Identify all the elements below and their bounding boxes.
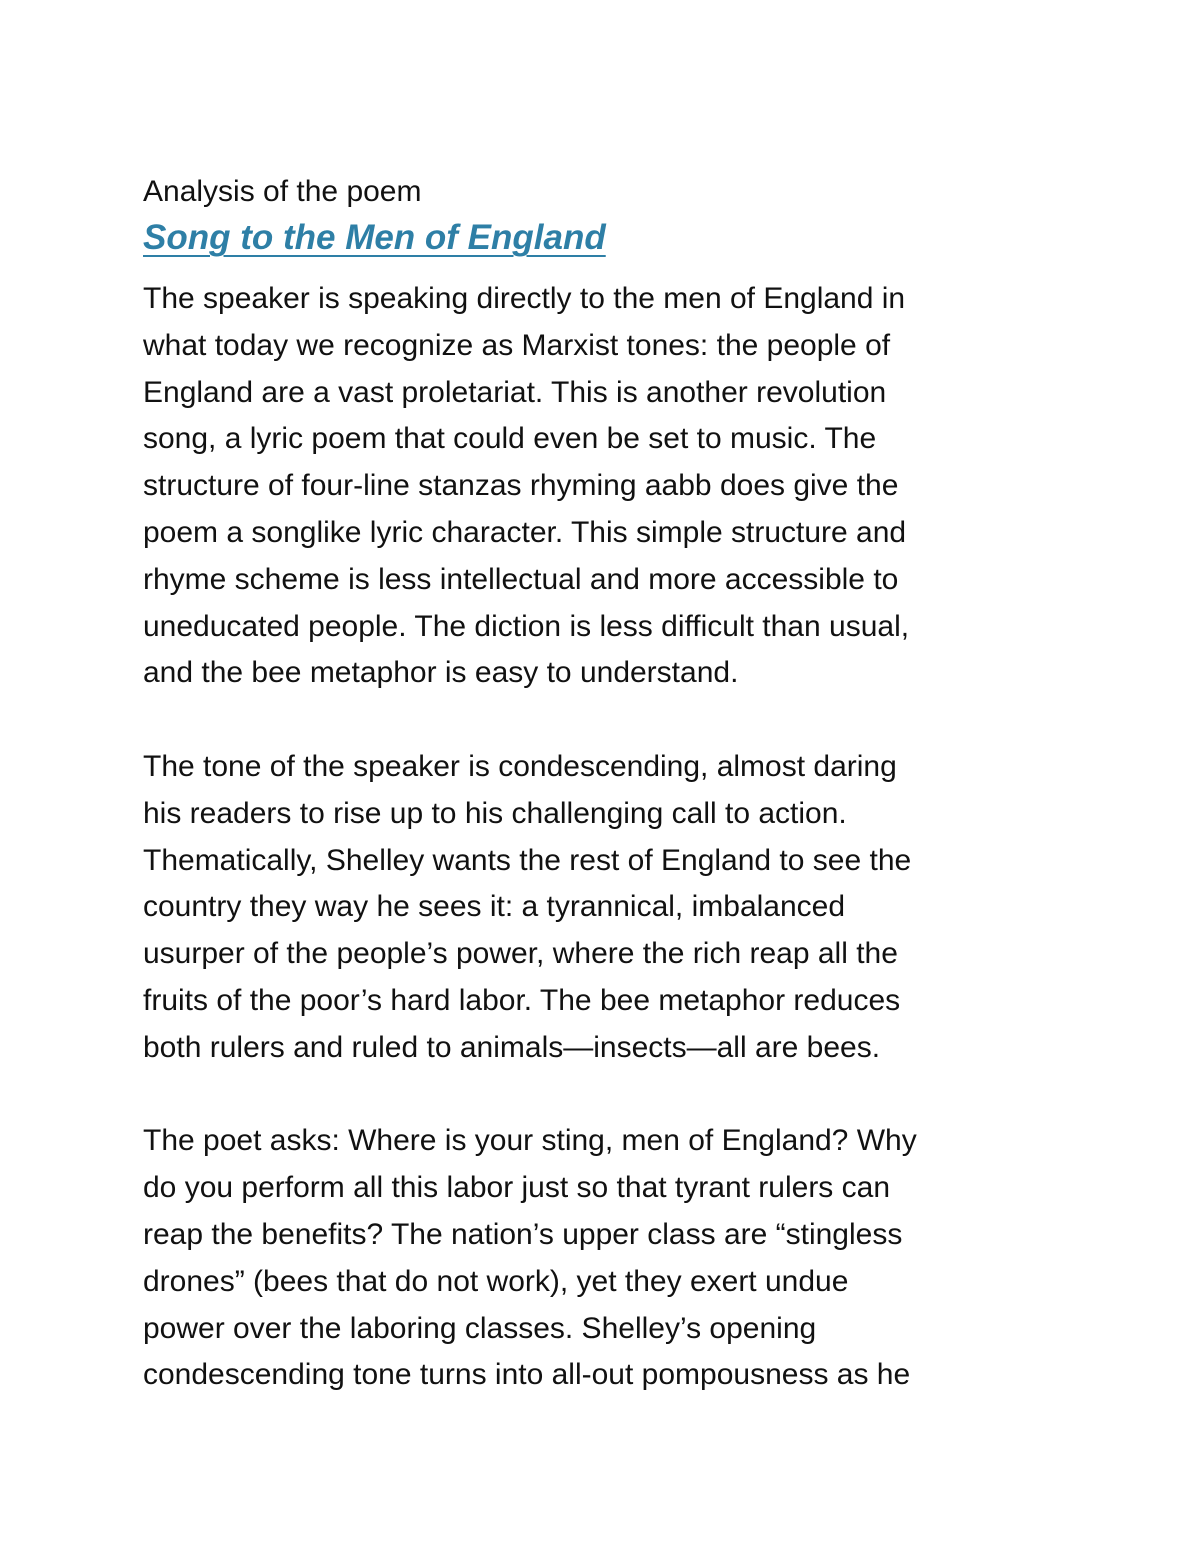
paragraph-line: Thematically, Shelley wants the rest of England to see the	[143, 843, 912, 877]
paragraph-line: The poet asks: Where is your sting, men of England? Why	[143, 1124, 917, 1158]
paragraph-line: song, a lyric poem that could even be set to music. The	[143, 422, 877, 456]
paragraph-line: The speaker is speaking directly to the men of England in	[143, 282, 906, 315]
paragraph-line: structure of four-line stanzas rhyming aabb does give the	[143, 469, 899, 503]
paragraph-line: drones” (bees that do not work), yet they exert undue	[143, 1264, 849, 1298]
paragraph-line: what today we recognize as Marxist tones: the people of	[143, 328, 891, 362]
paragraph-2	[143, 744, 1063, 1072]
paragraph-line: The tone of the speaker is condescending, almost daring	[143, 749, 897, 783]
paragraph-line: both rulers and ruled to animals—insects—all are bees.	[143, 1030, 881, 1064]
poem-title-link[interactable]: Song to the Men of England	[143, 218, 606, 257]
paragraph-line: do you perform all this labor just so that tyrant rulers can	[143, 1171, 891, 1205]
paragraph-line: his readers to rise up to his challenging call to action.	[143, 796, 847, 830]
paragraph-3	[143, 1118, 1063, 1399]
paragraph-line: and the bee metaphor is easy to understand.	[143, 656, 739, 690]
paragraph-line: power over the laboring classes. Shelley’s opening	[143, 1311, 817, 1345]
paragraph-line: condescending tone turns into all-out pompousness as he	[143, 1358, 911, 1392]
paragraph-line: England are a vast proletariat. This is another revolution	[143, 375, 887, 409]
document-subtitle: Analysis of the poem	[143, 175, 422, 208]
document-page	[143, 170, 1063, 1446]
paragraph-line: poem a songlike lyric character. This simple structure and	[143, 515, 907, 549]
paragraph-line: uneducated people. The diction is less difficult than usual,	[143, 609, 910, 643]
paragraph-line: reap the benefits? The nation’s upper class are “stingless	[143, 1217, 903, 1251]
paragraph-line: country they way he sees it: a tyrannical, imbalanced	[143, 890, 846, 924]
paragraph-line: fruits of the poor’s hard labor. The bee metaphor reduces	[143, 983, 901, 1017]
paragraph-line: usurper of the people’s power, where the rich reap all the	[143, 937, 898, 971]
paragraph-line: rhyme scheme is less intellectual and more accessible to	[143, 562, 899, 596]
paragraph-1	[143, 276, 1063, 697]
